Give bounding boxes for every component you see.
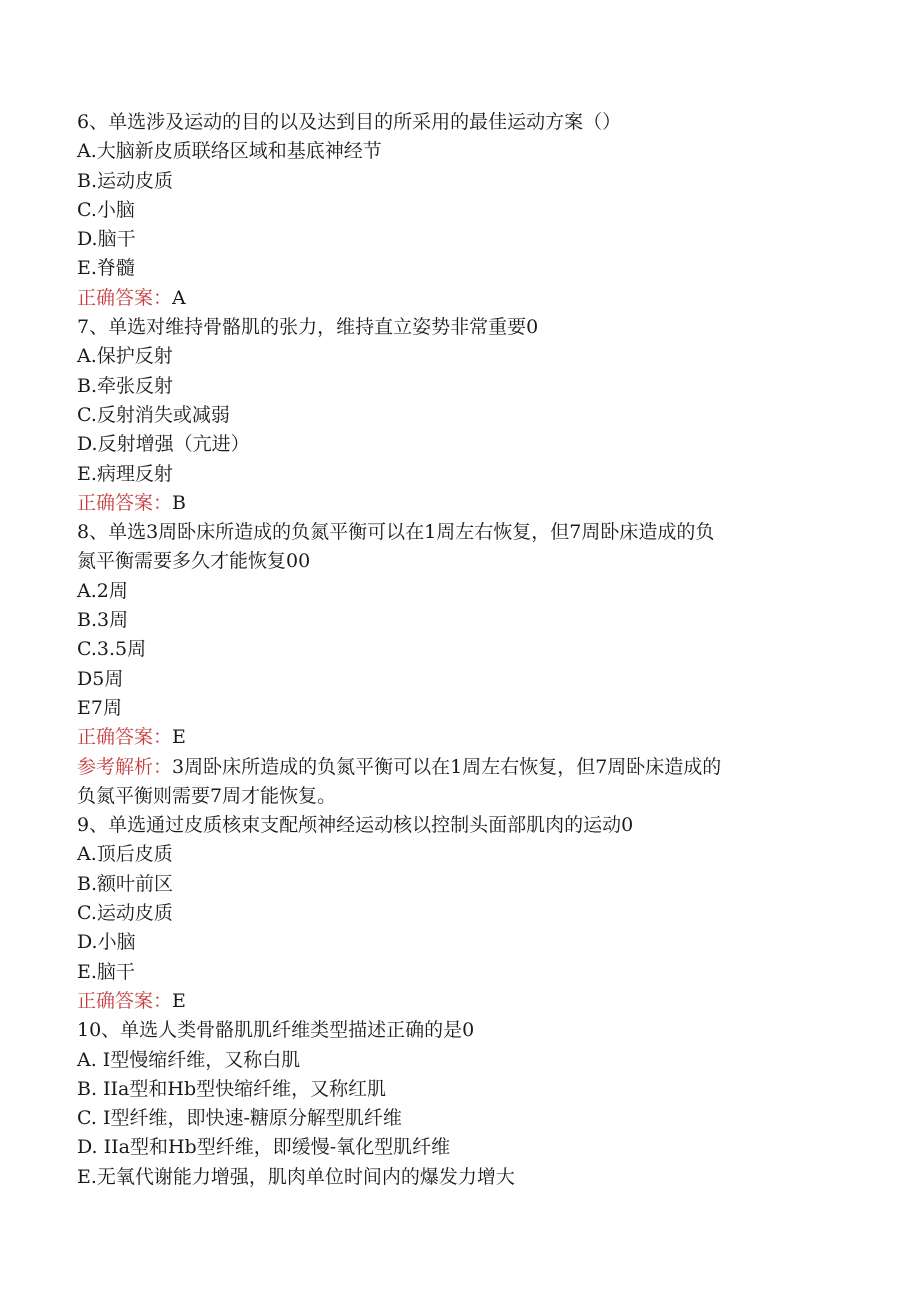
- option-e: E.病理反射: [77, 462, 173, 485]
- option-e: E7周: [77, 696, 122, 719]
- explanation-line2: [77, 782, 837, 811]
- option-d: D5周: [77, 667, 124, 690]
- correct-answer: [77, 284, 837, 313]
- explanation-text: 负氮平衡则需要7周才能恢复。: [77, 784, 337, 807]
- answer-value: B: [172, 491, 186, 514]
- option-a: A. I型慢缩纤维，又称白肌: [77, 1048, 301, 1071]
- question-stem: 6、单选涉及运动的目的以及达到目的所采用的最佳运动方案（）: [77, 111, 622, 133]
- option-b: B.运动皮质: [77, 169, 174, 192]
- explanation-text: 3周卧床所造成的负氮平衡可以在1周左右恢复，但7周卧床造成的: [172, 755, 722, 778]
- option-c: C. I型纤维，即快速-糖原分解型肌纤维: [77, 1107, 402, 1130]
- question-6: [77, 108, 837, 313]
- answer-label: 正确答案：: [77, 491, 173, 514]
- question-stem-line1: 8、单选3周卧床所造成的负氮平衡可以在1周左右恢复，但7周卧床造成的负: [77, 521, 715, 544]
- answer-label: 正确答案：: [77, 989, 173, 1012]
- question-stem: 7、单选对维持骨骼肌的张力，维持直立姿势非常重要0: [77, 316, 539, 339]
- answer-label: 正确答案：: [77, 286, 173, 309]
- option-e: E.脑干: [77, 960, 135, 983]
- option-a: A.顶后皮质: [77, 843, 173, 866]
- exam-page: [77, 108, 837, 1192]
- question-stem: 9、单选通过皮质核束支配颅神经运动核以控制头面部肌肉的运动0: [77, 814, 634, 837]
- option-a: A.保护反射: [77, 345, 173, 368]
- option-e: E.脊髓: [77, 257, 135, 280]
- explanation-label: 参考解析：: [77, 755, 173, 778]
- option-c: C.反射消失或减弱: [77, 403, 230, 426]
- option-d: D.脑干: [77, 228, 136, 251]
- option-e: E.无氧代谢能力增强，肌肉单位时间内的爆发力增大: [77, 1165, 515, 1188]
- correct-answer: [77, 723, 837, 752]
- question-stem-line2: 氮平衡需要多久才能恢复00: [77, 550, 311, 573]
- answer-label: 正确答案：: [77, 726, 173, 749]
- question-8: [77, 518, 837, 811]
- option-c: C.运动皮质: [77, 902, 173, 925]
- option-d: D.小脑: [77, 931, 136, 954]
- correct-answer: [77, 987, 837, 1016]
- answer-value: E: [172, 989, 186, 1012]
- option-c: C.小脑: [77, 198, 135, 221]
- answer-value: A: [172, 286, 186, 309]
- answer-value: E: [172, 726, 186, 749]
- option-d: D. IIa型和Hb型纤维，即缓慢-氧化型肌纤维: [77, 1136, 451, 1159]
- option-a: A.大脑新皮质联络区域和基底神经节: [77, 140, 382, 163]
- option-d: D.反射增强（亢进）: [77, 433, 250, 456]
- option-b: B.3周: [77, 609, 129, 632]
- option-b: B. IIa型和Hb型快缩纤维，又称红肌: [77, 1077, 387, 1100]
- option-b: B.牵张反射: [77, 374, 174, 397]
- question-stem: 10、单选人类骨骼肌肌纤维类型描述正确的是0: [77, 1019, 475, 1042]
- question-7: [77, 313, 837, 518]
- question-10: [77, 1016, 837, 1192]
- option-a: A.2周: [77, 579, 128, 602]
- explanation-line1: [77, 753, 837, 782]
- question-9: [77, 811, 837, 1016]
- option-c: C.3.5周: [77, 638, 147, 661]
- option-b: B.额叶前区: [77, 872, 174, 895]
- correct-answer: [77, 489, 837, 518]
